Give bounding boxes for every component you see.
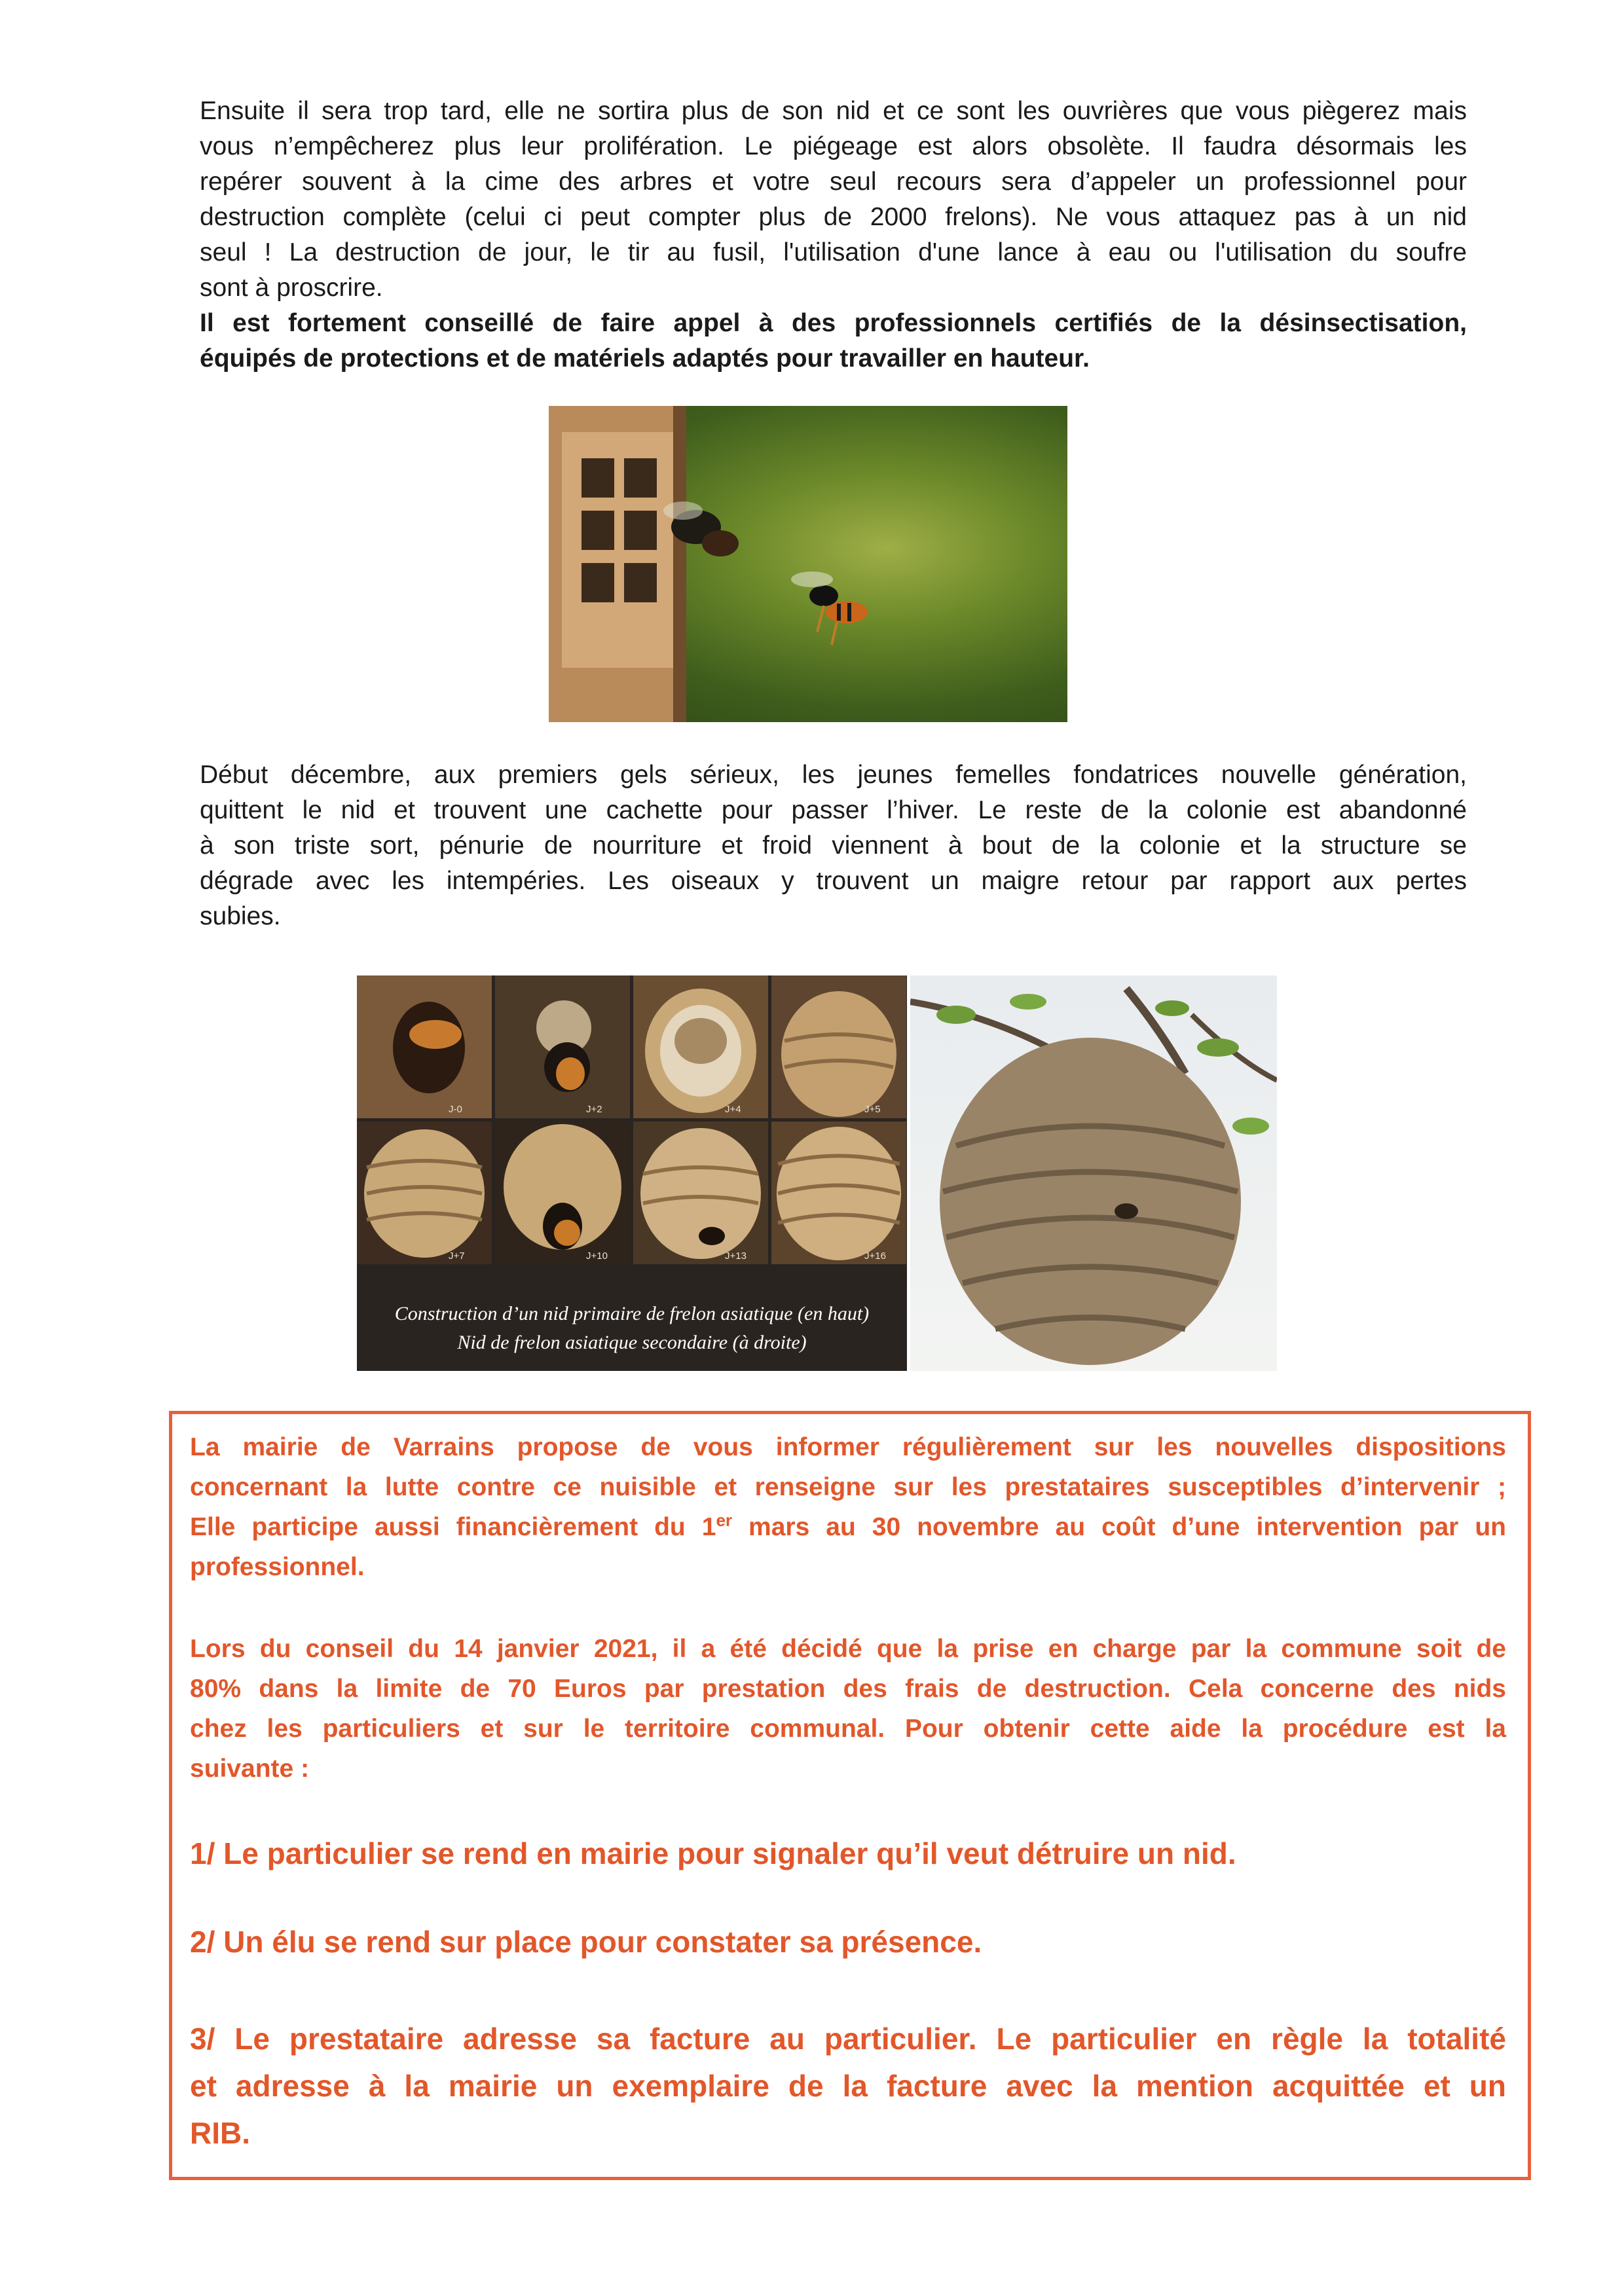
nest-stage-cell bbox=[495, 975, 630, 1118]
nest-stage-cell bbox=[495, 1121, 630, 1264]
mairie-line: 80% dans la limite de 70 Euros par prestation des frais de destruction. Cela concerne des nids bbox=[190, 1675, 1506, 1703]
mairie-paragraph-1 bbox=[190, 1427, 1506, 1587]
mairie-line-part: mars au 30 novembre au coût d’une intervention par un bbox=[732, 1513, 1506, 1541]
hornet-trap-photo bbox=[549, 406, 1067, 722]
nest-stage-cell bbox=[771, 1121, 906, 1264]
step-line: 3/ Le prestataire adresse sa facture au particulier. Le particulier en règle la totalité bbox=[190, 2022, 1506, 2056]
mairie-line: professionnel. bbox=[190, 1553, 365, 1581]
december-line: dégrade avec les intempéries. Les oiseaux y trouvent un maigre retour par rapport aux pertes bbox=[200, 867, 1467, 895]
secondary-nest-illustration bbox=[910, 975, 1277, 1371]
intro-line: vous n’empêcherez plus leur prolifération. Le piégeage est alors obsolète. Il faudra désormais les bbox=[200, 132, 1467, 160]
day-label: J+16 bbox=[864, 1250, 886, 1262]
nest-stage-cell bbox=[357, 975, 492, 1118]
day-label: J+5 bbox=[864, 1104, 881, 1115]
day-label: J+2 bbox=[586, 1104, 602, 1115]
flying-hornet bbox=[791, 572, 868, 645]
hornet-on-hive bbox=[663, 501, 739, 556]
mairie-line: La mairie de Varrains propose de vous informer régulièrement sur les nouvelles dispositions bbox=[190, 1433, 1506, 1461]
intro-line: repérer souvent à la cime des arbres et votre seul recours sera d’appeler un professionnel pour bbox=[200, 168, 1467, 196]
december-line: quittent le nid et trouvent une cachette pour passer l’hiver. Le reste de la colonie est abandonné bbox=[200, 796, 1467, 824]
nest-stage-cell bbox=[771, 975, 906, 1118]
advice-line: équipés de protections et de matériels adaptés pour travailler en hauteur. bbox=[200, 344, 1090, 373]
secondary-nest-photo bbox=[910, 975, 1277, 1371]
step-line: 1/ Le particulier se rend en mairie pour signaler qu’il veut détruire un nid. bbox=[190, 1836, 1236, 1870]
procedure-step-3 bbox=[190, 2015, 1506, 2157]
day-label: J+13 bbox=[725, 1250, 747, 1262]
procedure-step-1 bbox=[190, 1830, 1506, 1877]
nest-stage-cell bbox=[633, 1121, 768, 1264]
step-line: RIB. bbox=[190, 2116, 250, 2150]
step-line: et adresse à la mairie un exemplaire de la facture avec la mention acquittée et un bbox=[190, 2069, 1506, 2103]
mairie-line: Lors du conseil du 14 janvier 2021, il a été décidé que la prise en charge par la commune soit de bbox=[190, 1635, 1506, 1663]
december-line: à son triste sort, pénurie de nourriture et froid viennent à bout de la colonie et la structure se bbox=[200, 831, 1467, 860]
december-line: subies. bbox=[200, 902, 281, 930]
intro-line: destruction complète (celui ci peut compter plus de 2000 frelons). Ne vous attaquez pas à un nid bbox=[200, 203, 1467, 231]
mairie-line bbox=[190, 1507, 1506, 1547]
step-line: 2/ Un élu se rend sur place pour constater sa présence. bbox=[190, 1925, 982, 1959]
procedure-step-2 bbox=[190, 1918, 1506, 1965]
december-paragraph bbox=[200, 757, 1467, 934]
nest-stage-cell bbox=[633, 975, 768, 1118]
mairie-line: chez les particuliers et sur le territoire communal. Pour obtenir cette aide la procédure est la bbox=[190, 1715, 1506, 1743]
intro-line: Ensuite il sera trop tard, elle ne sortira plus de son nid et ce sont les ouvrières que vous piègerez mais bbox=[200, 97, 1467, 125]
day-label: J+7 bbox=[449, 1250, 465, 1262]
nest-stage-cell bbox=[357, 1121, 492, 1264]
nest-caption-line: Nid de frelon asiatique secondaire (à droite) bbox=[457, 1332, 807, 1353]
day-label: J-0 bbox=[449, 1104, 462, 1115]
day-label: J+4 bbox=[725, 1104, 741, 1115]
ordinal-superscript: er bbox=[716, 1510, 733, 1530]
intro-paragraph bbox=[200, 94, 1467, 376]
intro-line: sont à proscrire. bbox=[200, 274, 383, 302]
nest-caption-line: Construction d’un nid primaire de frelon asiatique (en haut) bbox=[394, 1303, 870, 1324]
mairie-line-part: Elle participe aussi financièrement du 1 bbox=[190, 1513, 716, 1541]
day-label: J+10 bbox=[586, 1250, 608, 1262]
nest-construction-grid bbox=[357, 975, 907, 1371]
intro-line: seul ! La destruction de jour, le tir au fusil, l'utilisation d'une lance à eau ou l'utilisation du soufre bbox=[200, 238, 1467, 266]
mairie-line: concernant la lutte contre ce nuisible et renseigne sur les prestataires susceptibles d’intervenir ; bbox=[190, 1473, 1506, 1501]
hornets-illustration bbox=[549, 406, 1067, 722]
advice-line: Il est fortement conseillé de faire appel à des professionnels certifiés de la désinsectisation, bbox=[200, 309, 1467, 337]
mairie-paragraph-2 bbox=[190, 1629, 1506, 1789]
mairie-line: suivante : bbox=[190, 1755, 310, 1783]
december-line: Début décembre, aux premiers gels sérieux, les jeunes femelles fondatrices nouvelle génération, bbox=[200, 761, 1467, 789]
